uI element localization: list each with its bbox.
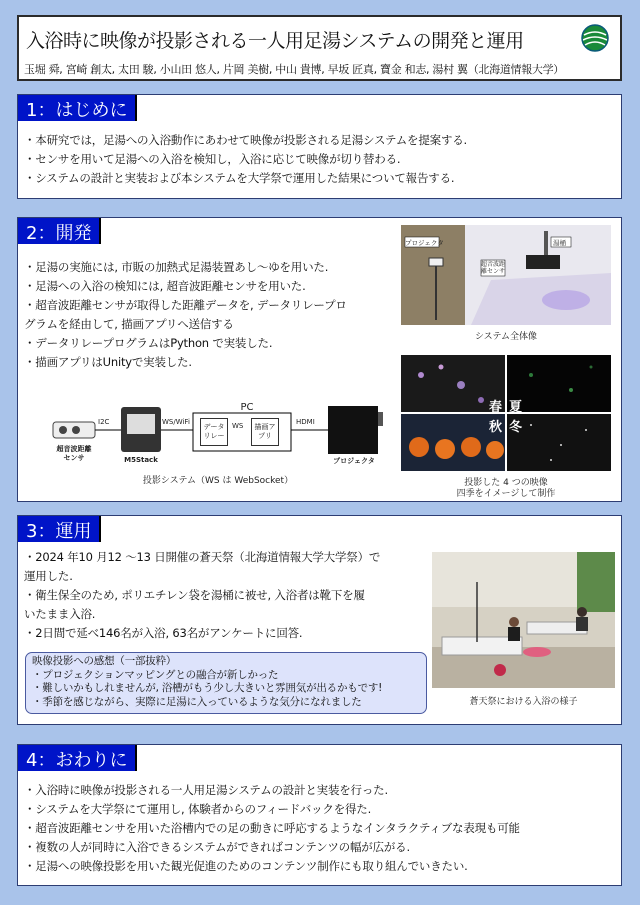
section-heading: 1：はじめに	[18, 95, 137, 121]
bullet-item: ・衛生保全のため, ポリエチレン袋を湯桶に被せ, 入浴者は靴下を履	[24, 588, 365, 602]
section-heading: 3：運用	[18, 516, 101, 542]
bullet-item: グラムを経由して, 描画アプリへ送信する	[24, 317, 234, 331]
bullet-item: ・描画アプリはUnityで実装した.	[24, 355, 192, 369]
bullet-item: ・足湯への映像投影を用いた観光促進のためのコンテンツ制作にも取り組んでいきたい.	[24, 859, 468, 873]
spring-label: 春	[489, 400, 503, 415]
development-bullets	[24, 258, 347, 372]
festival-photo	[432, 552, 615, 688]
bullet-item: ・2024 年10 月12 〜13 日開催の蒼天祭（北海道情報大学大学祭）で	[24, 550, 381, 564]
winter-label: 冬	[509, 420, 523, 435]
system-overview-photo	[401, 225, 611, 325]
overview-caption: システム全体像	[474, 332, 538, 342]
intro-bullets	[24, 131, 467, 188]
seasons-caption-2: 四季をイメージして制作	[456, 489, 556, 499]
seasons-caption-1: 投影した 4 つの映像	[464, 478, 548, 488]
summer-label: 夏	[509, 400, 523, 415]
section-heading: 2：開発	[18, 218, 101, 244]
section-conclusion	[17, 744, 622, 886]
ws-wifi-label: WS/WiFi	[162, 418, 190, 426]
authors-line: 玉堀 舜, 宮崎 創太, 太田 駿, 小山田 悠人, 片岡 美樹, 中山 貴博, 早坂 匠真, 寶金 和志, 湯村 翼（北海道情報大学）	[24, 63, 565, 76]
bullet-item: ・超音波距離センサを用いた浴槽内での足の動きに呼応するようなインタラクティブな表現も可能	[24, 821, 520, 835]
autumn-label: 秋	[489, 420, 503, 435]
four-seasons-photo	[401, 355, 611, 471]
hdmi-label: HDMI	[296, 418, 315, 426]
bullet-item: ・足湯への入浴の検知には, 超音波距離センサを用いた.	[24, 279, 306, 293]
section-introduction	[17, 94, 622, 199]
bullet-item: ・2日間で延べ146名が入浴, 63名がアンケートに回答.	[24, 626, 303, 640]
bullet-item: ・システムを大学祭にて運用し, 体験者からのフィードバックを得た.	[24, 802, 372, 816]
impression-item: ・プロジェクションマッピングとの融合が新しかった	[32, 668, 279, 681]
projection-system-diagram	[48, 398, 383, 498]
festival-caption: 蒼天祭における入浴の様子	[469, 697, 578, 707]
impressions-title: 映像投影への感想（一部抜粋）	[32, 655, 177, 667]
i2c-label: I2C	[98, 418, 110, 426]
projector-caption: プロジェクタ	[333, 457, 375, 465]
sensor-caption: 超音波距離センサ	[56, 445, 92, 462]
tub-label: 湯桶	[553, 239, 566, 247]
bullet-item: 運用した.	[24, 569, 73, 583]
impression-item: ・季節を感じながら、実際に足湯に入っているような気分になれました	[32, 695, 362, 708]
section-development	[17, 217, 622, 502]
title-panel	[17, 15, 622, 81]
impression-item: ・難しいかもしれませんが, 浴槽がもう少し大きいと雰囲気が出るかもです!	[32, 682, 383, 694]
ws-label: WS	[232, 422, 244, 430]
university-logo-icon	[580, 23, 610, 53]
section-heading: 4：おわりに	[18, 745, 137, 771]
pc-label: PC	[240, 402, 254, 413]
diagram-caption: 投影システム（WS は WebSocket）	[142, 476, 294, 486]
bullet-item: ・システムの設計と実装および本システムを大学祭で運用した結果について報告する.	[24, 171, 455, 185]
conclusion-bullets	[24, 781, 520, 876]
m5stack-caption: M5Stack	[124, 456, 158, 464]
operation-bullets	[24, 548, 380, 643]
relay-box: データリレー	[200, 418, 228, 446]
bullet-item: ・入浴時に映像が投影される一人用足湯システムの設計と実装を行った.	[24, 783, 388, 797]
bullet-item: いたまま入浴.	[24, 607, 96, 621]
projector-label: プロジェクタ	[405, 239, 444, 247]
sensor-label: 超音波距離センサ	[481, 261, 506, 275]
bullet-item: ・足湯の実施には, 市販の加熱式足湯装置あし〜ゆを用いた.	[24, 260, 329, 274]
section-operation	[17, 515, 622, 725]
bullet-item: ・データリレープログラムはPython で実装した.	[24, 336, 273, 350]
bullet-item: ・複数の人が同時に入浴できるシステムができればコンテンツの幅が広がる.	[24, 840, 410, 854]
bullet-item: ・センサを用いて足湯への入浴を検知し，入浴に応じて映像が切り替わる.	[24, 152, 401, 166]
draw-app-box: 描画アプリ	[251, 418, 279, 446]
poster-title: 入浴時に映像が投影される一人用足湯システムの開発と運用	[26, 30, 524, 52]
bullet-item: ・超音波距離センサが取得した距離データを, データリレープロ	[24, 298, 347, 312]
bullet-item: ・本研究では，足湯への入浴動作にあわせて映像が投影される足湯システムを提案する.	[24, 133, 468, 147]
impressions-box	[25, 652, 427, 714]
